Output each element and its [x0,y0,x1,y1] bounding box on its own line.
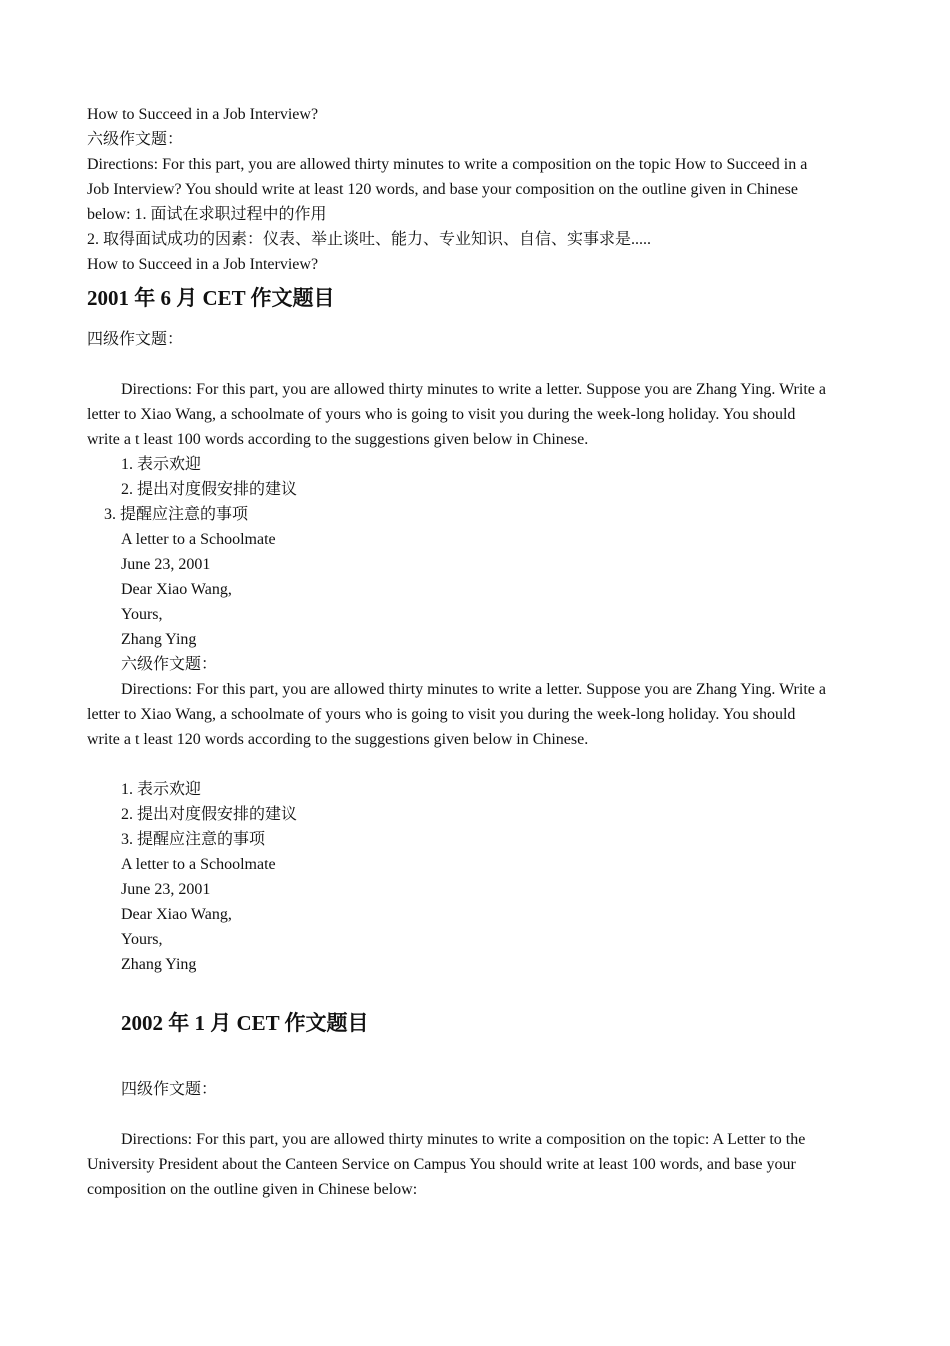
directions-text: write a t least 120 words according to the suggestions given below in Chinese. [87,731,589,748]
directions-text: Directions: For this part, you are allowed thirty minutes to write a composition on the topic How to Succeed in a [87,156,808,173]
letter-signature: Zhang Ying [121,956,197,973]
outline-point: 2. 提出对度假安排的建议 [121,481,298,498]
letter-salutation: Dear Xiao Wang, [121,581,232,598]
letter-salutation: Dear Xiao Wang, [121,906,232,923]
outline-point: 1. 表示欢迎 [121,781,202,798]
section-heading: 2002 年 1 月 CET 作文题目 [121,1011,369,1035]
section-heading: 2001 年 6 月 CET 作文题目 [87,286,335,310]
directions-text: composition on the outline given in Chinese below: [87,1181,418,1198]
directions-text: Directions: For this part, you are allowed thirty minutes to write a letter. Suppose you are Zhang Ying. Write a [121,381,826,398]
outline-point: 1. 表示欢迎 [121,456,202,473]
outline-point: 2. 提出对度假安排的建议 [121,806,298,823]
directions-text: below: 1. 面试在求职过程中的作用 [87,206,327,223]
cet4-label: 四级作文题： [121,1081,218,1098]
letter-title: A letter to a Schoolmate [121,531,276,548]
directions-text: Directions: For this part, you are allowed thirty minutes to write a composition on the topic: A Letter to the [121,1131,806,1148]
directions-text: letter to Xiao Wang, a schoolmate of yours who is going to visit you during the week-long holiday. You should [87,406,796,423]
letter-closing: Yours, [121,931,163,948]
letter-signature: Zhang Ying [121,631,197,648]
directions-text: Directions: For this part, you are allowed thirty minutes to write a letter. Suppose you are Zhang Ying. Write a [121,681,826,698]
outline-point: 3. 提醒应注意的事项 [104,506,249,523]
letter-closing: Yours, [121,606,163,623]
topic-title: How to Succeed in a Job Interview? [87,256,319,273]
outline-point: 2. 取得面试成功的因素：仪表、举止谈吐、能力、专业知识、自信、实事求是..... [87,231,652,248]
letter-date: June 23, 2001 [121,556,211,573]
letter-title: A letter to a Schoolmate [121,856,276,873]
directions-text: University President about the Canteen Service on Campus You should write at least 100 words, and base your [87,1156,796,1173]
letter-date: June 23, 2001 [121,881,211,898]
cet6-label: 六级作文题： [121,656,218,673]
cet6-label: 六级作文题： [87,131,184,148]
topic-title: How to Succeed in a Job Interview? [87,106,319,123]
directions-text: Job Interview? You should write at least 120 words, and base your composition on the outline given in Chinese [87,181,799,198]
cet4-label: 四级作文题： [87,331,184,348]
directions-text: letter to Xiao Wang, a schoolmate of yours who is going to visit you during the week-long holiday. You should [87,706,796,723]
outline-point: 3. 提醒应注意的事项 [121,831,266,848]
directions-text: write a t least 100 words according to the suggestions given below in Chinese. [87,431,589,448]
